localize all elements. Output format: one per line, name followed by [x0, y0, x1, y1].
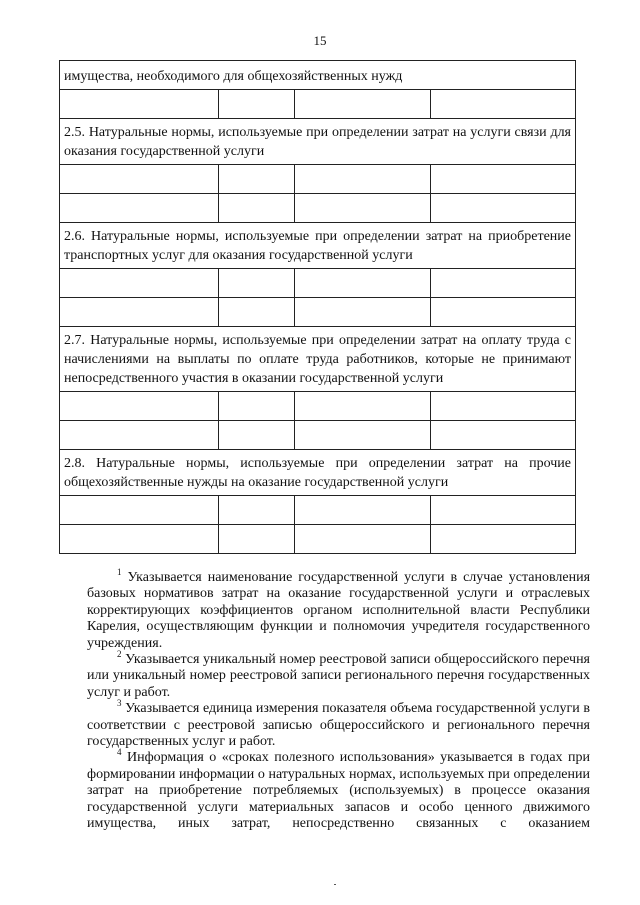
- table-cell: [295, 165, 431, 194]
- table-cell: [295, 496, 431, 525]
- table-cell: [219, 525, 295, 554]
- table-row: [60, 90, 576, 119]
- table-cell: [431, 392, 576, 421]
- table-cell: [219, 90, 295, 119]
- footnote-mark: 3: [117, 698, 122, 709]
- table-cell: [295, 90, 431, 119]
- table-cell: [219, 298, 295, 327]
- footnote-mark: 4: [117, 747, 122, 758]
- table-cell: [219, 269, 295, 298]
- table-cell: [219, 194, 295, 223]
- table-cell: [60, 269, 219, 298]
- footnote-3: [87, 698, 590, 750]
- section-heading-2-8: 2.8. Натуральные нормы, используемые при определении затрат на прочие общехозяйственные нужды на оказание государственной услуги: [60, 450, 576, 496]
- table-cell: [431, 90, 576, 119]
- table-cell: [60, 392, 219, 421]
- table-row: [60, 269, 576, 298]
- table-cell: [431, 421, 576, 450]
- table-row: [60, 165, 576, 194]
- footnote-text: Информация о «сроках полезного использования» указывается в годах при формировании информации о натуральных нормах, используемых при определении затрат на приобретение потребляемых (используемых) в процессе оказания государственной услуги материальных запасов и особо ценного движимого имущества, иных затрат, непосредственно связанных с оказанием: [87, 750, 590, 832]
- table-row: [60, 194, 576, 223]
- footnote-text: Указывается единица измерения показателя объема государственной услуги в соответствии с реестровой записью общероссийского и регионального перечня государственных услуг и работ.: [87, 701, 590, 750]
- table-cell: [60, 525, 219, 554]
- table-cell: [219, 496, 295, 525]
- page-number: 15: [313, 33, 327, 48]
- scan-speck: [334, 884, 336, 885]
- natural-norms-table: [59, 60, 576, 554]
- table-row: [60, 496, 576, 525]
- section-heading-2-5: 2.5. Натуральные нормы, используемые при определении затрат на услуги связи для оказания государственной услуги: [60, 119, 576, 165]
- footnote-2: [87, 649, 590, 701]
- section-heading-row: [60, 119, 576, 165]
- footnote-text: Указывается уникальный номер реестровой записи общероссийского перечня или уникальный номер реестровой записи регионального перечня государственных услуг и работ.: [87, 652, 590, 700]
- section-heading-2-7: 2.7. Натуральные нормы, используемые при определении затрат на оплату труда с начислениями на выплаты по оплате труда работников, которые не принимают непосредственного участия в оказании государственной услуги: [60, 327, 576, 392]
- table-cell: [295, 421, 431, 450]
- section-heading-row: [60, 61, 576, 90]
- section-heading-row: [60, 450, 576, 496]
- section-heading-continuation: имущества, необходимого для общехозяйственных нужд: [60, 61, 576, 90]
- footnote-mark: 2: [117, 649, 122, 660]
- footnotes: [87, 567, 591, 833]
- table-cell: [60, 496, 219, 525]
- table-cell: [431, 496, 576, 525]
- table-cell: [60, 421, 219, 450]
- table-cell: [60, 90, 219, 119]
- table-cell: [219, 421, 295, 450]
- table-cell: [431, 165, 576, 194]
- table-cell: [60, 165, 219, 194]
- footnote-1: [87, 567, 591, 652]
- table-cell: [431, 525, 576, 554]
- table-cell: [431, 298, 576, 327]
- footnote-4: [87, 747, 590, 832]
- table-cell: [60, 298, 219, 327]
- section-heading-row: [60, 223, 576, 269]
- table-cell: [295, 194, 431, 223]
- table-row: [60, 298, 576, 327]
- table-cell: [295, 298, 431, 327]
- table-cell: [60, 194, 219, 223]
- table-row: [60, 421, 576, 450]
- table-row: [60, 525, 576, 554]
- footnote-mark: 1: [117, 567, 122, 577]
- table-cell: [295, 392, 431, 421]
- table-cell: [219, 392, 295, 421]
- table-cell: [431, 194, 576, 223]
- table-cell: [295, 269, 431, 298]
- table-cell: [431, 269, 576, 298]
- section-heading-2-6: 2.6. Натуральные нормы, используемые при определении затрат на приобретение транспортных услуг для оказания государственной услуги: [60, 223, 576, 269]
- footnote-text: Указывается наименование государственной услуги в случае установления базовых нормативов затрат на оказание государственной услуги и отраслевых корректирующих коэффициентов органом исполнительной власти Республики Карелия, осуществляющим функции и полномочия учредителя государственного учреждения.: [87, 570, 591, 651]
- table-cell: [295, 525, 431, 554]
- table-row: [60, 392, 576, 421]
- table-cell: [219, 165, 295, 194]
- section-heading-row: [60, 327, 576, 392]
